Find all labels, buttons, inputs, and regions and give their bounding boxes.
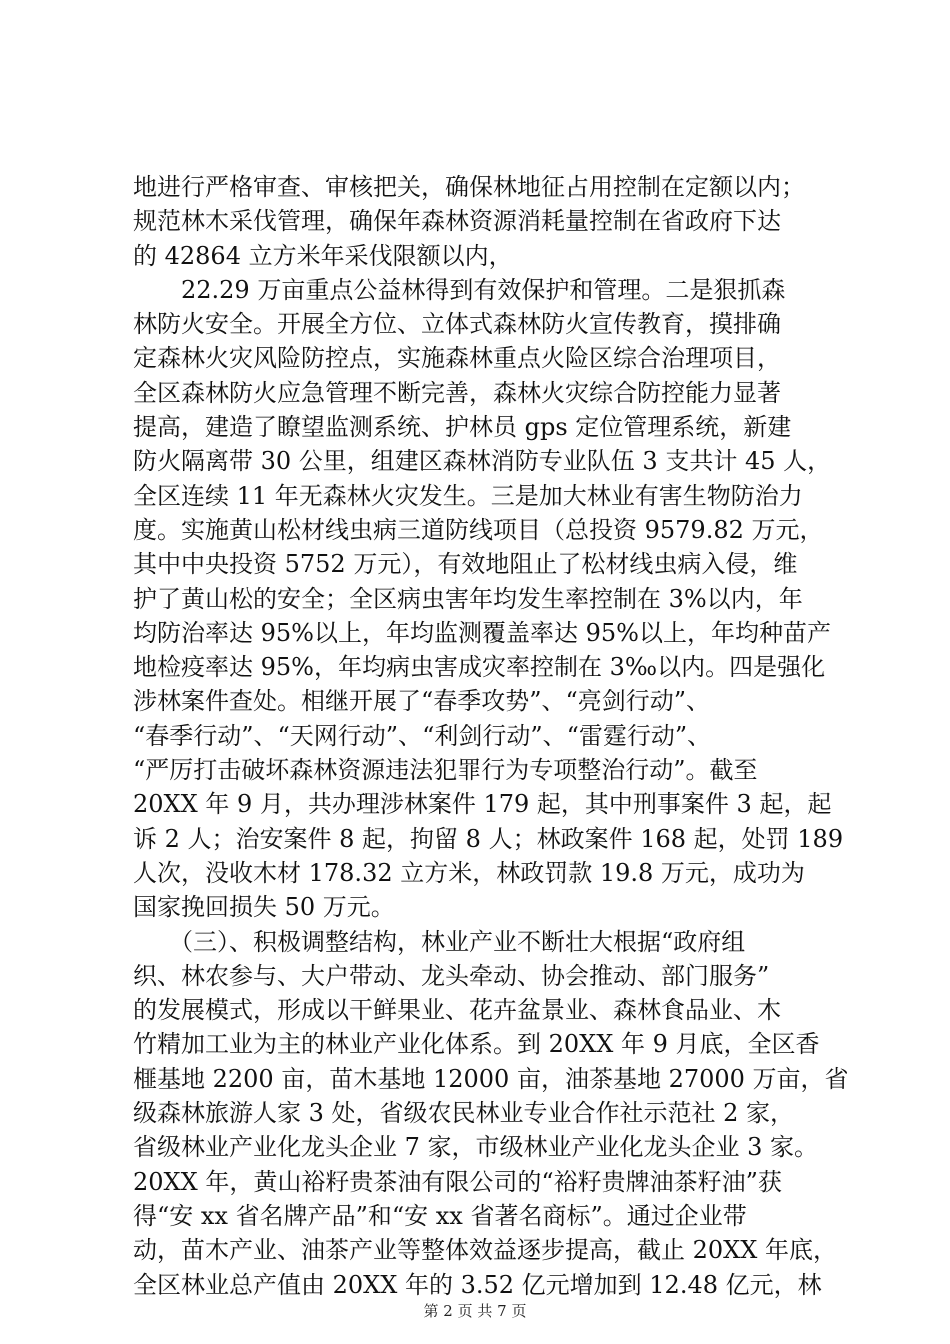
- text-line: 人次，没收木材 178.32 立方米，林政罚款 19.8 万元，成功为: [133, 858, 805, 887]
- text-line: 全区森林防火应急管理不断完善，森林火灾综合防控能力显著: [133, 378, 781, 407]
- text-line: 林防火安全。开展全方位、立体式森林防火宣传教育，摸排确: [133, 310, 781, 339]
- text-line: 全区林业总产值由 20XX 年的 3.52 亿元增加到 12.48 亿元，林: [133, 1270, 822, 1299]
- text-line: “春季行动”、“天网行动”、“利剑行动”、“雷霆行动”、: [133, 721, 712, 750]
- text-line: 动，苗木产业、油茶产业等整体效益逐步提高，截止 20XX 年底，: [133, 1236, 837, 1265]
- text-line: 省级林业产业化龙头企业 7 家，市级林业产业化龙头企业 3 家。: [133, 1133, 819, 1162]
- text-line: 涉林案件查处。相继开展了“春季攻势”、“亮剑行动”、: [133, 687, 711, 716]
- text-line: 地检疫率达 95%，年均病虫害成灾率控制在 3‰以内。四是强化: [133, 653, 826, 682]
- text-line: 护了黄山松的安全；全区病虫害年均发生率控制在 3%以内，年: [133, 584, 803, 613]
- text-line: （三）、积极调整结构，林业产业不断壮大根据“政府组: [133, 927, 746, 956]
- text-line: 其中中央投资 5752 万元），有效地阻止了松材线虫病入侵，维: [133, 550, 798, 579]
- text-line: 度。实施黄山松材线虫病三道防线项目（总投资 9579.82 万元，: [133, 515, 824, 544]
- text-line: 得“安 xx 省名牌产品”和“安 xx 省著名商标”。通过企业带: [133, 1201, 747, 1230]
- text-line: 的 42864 立方米年采伐限额以内，: [133, 241, 513, 270]
- text-line: 定森林火灾风险防控点，实施森林重点火险区综合治理项目，: [133, 344, 781, 373]
- text-line: 防火隔离带 30 公里，组建区森林消防专业队伍 3 支共计 45 人，: [133, 447, 832, 476]
- text-line: 20XX 年，黄山裕籽贵茶油有限公司的“裕籽贵牌油茶籽油”获: [133, 1167, 782, 1196]
- text-line: 地进行严格审查、审核把关，确保林地征占用控制在定额以内；: [133, 173, 805, 201]
- document-body: [133, 170, 853, 1302]
- text-line: 20XX 年 9 月，共办理涉林案件 179 起，其中刑事案件 3 起，起: [133, 790, 832, 819]
- text-line: 织、林农参与、大户带动、龙头牵动、协会推动、部门服务”: [133, 961, 770, 990]
- text-line: 22.29 万亩重点公益林得到有效保护和管理。二是狠抓森: [133, 275, 786, 304]
- text-line: 规范林木采伐管理，确保年森林资源消耗量控制在省政府下达: [133, 207, 781, 236]
- text-line: 榧基地 2200 亩，苗木基地 12000 亩，油茶基地 27000 万亩，省: [133, 1064, 849, 1093]
- text-line: 诉 2 人；治安案件 8 起，拘留 8 人；林政案件 168 起，处罚 189: [133, 824, 844, 853]
- text-line: “严厉打击破坏森林资源违法犯罪行为专项整治行动”。截至: [133, 756, 758, 785]
- text-line: 级森林旅游人家 3 处，省级农民林业专业合作社示范社 2 家，: [133, 1099, 795, 1128]
- text-line: 提高，建造了瞭望监测系统、护林员 gps 定位管理系统，新建: [133, 413, 792, 442]
- text-line: 全区连续 11 年无森林火灾发生。三是加大林业有害生物防治力: [133, 481, 803, 510]
- page-footer: 第 2 页 共 7 页: [423, 1302, 527, 1320]
- text-line: 均防治率达 95%以上，年均监测覆盖率达 95%以上，年均种苗产: [133, 618, 831, 647]
- text-line: 国家挽回损失 50 万元。: [133, 893, 395, 922]
- text-line: 竹精加工业为主的林业产业化体系。到 20XX 年 9 月底，全区香: [133, 1030, 820, 1059]
- text-line: 的发展模式，形成以干鲜果业、花卉盆景业、森林食品业、木: [133, 996, 781, 1025]
